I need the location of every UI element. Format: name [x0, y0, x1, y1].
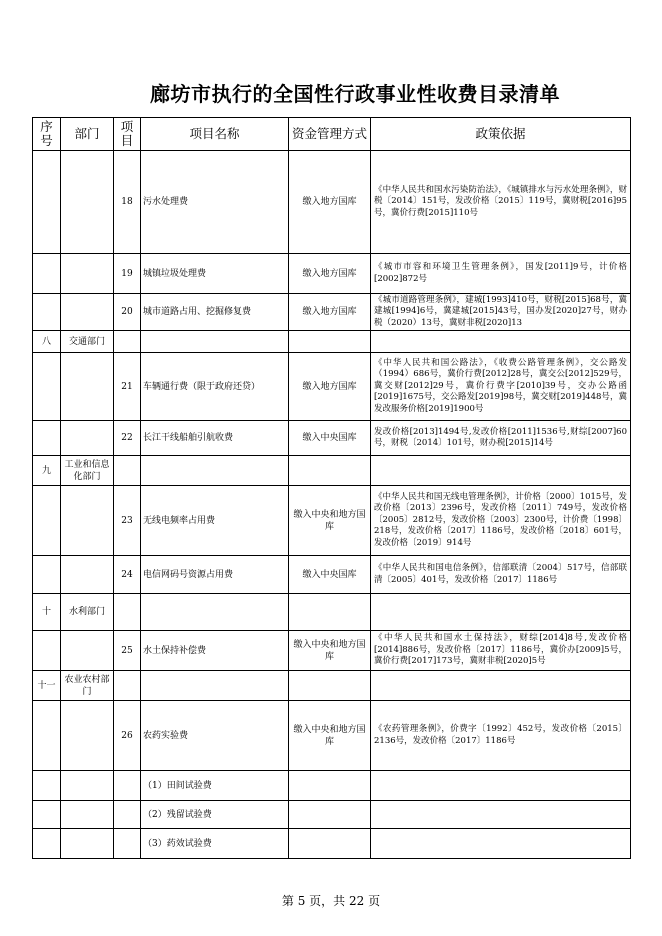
table-row: [33, 631, 631, 671]
cell-dept: [61, 631, 114, 671]
cell-item-name: 城市道路占用、挖掘修复费: [141, 294, 289, 331]
cell-item-name: （3）药效试验费: [141, 829, 289, 859]
header-item-name: 项目名称: [141, 118, 289, 151]
cell-item-name: 水土保持补偿费: [141, 631, 289, 671]
cell-policy: [371, 456, 631, 486]
table-row: [33, 771, 631, 801]
cell-item-name: 长江干线船舶引航收费: [141, 421, 289, 456]
table-row: [33, 353, 631, 421]
cell-dept: [61, 254, 114, 294]
cell-dept: [61, 151, 114, 254]
cell-policy: [371, 331, 631, 353]
cell-policy: 《中华人民共和国水土保持法》，财综[2014]8号,发改价格[2014]886号，发改价格〔2017〕1186号，冀价办[2009]5号，冀价行费[2017]173号，冀财非税[2020]5号: [371, 631, 631, 671]
cell-seq: [33, 631, 61, 671]
cell-item-no: [114, 456, 141, 486]
cell-item-no: 24: [114, 556, 141, 594]
cell-policy: 《中华人民共和国公路法》，《收费公路管理条例》，交公路发（1994）686号，冀价行费[2012]28号，冀交公[2012]529号，冀交财[2012]29号，冀价行费字[2010]39号，交办公路函[2019]1675号，交公路发[2019]98号，冀交财[2019]448号，冀发改服务价格[2019]1900号: [371, 353, 631, 421]
cell-item-name: 无线电频率占用费: [141, 486, 289, 556]
cell-item-no: [114, 829, 141, 859]
cell-seq: 十一: [33, 671, 61, 701]
cell-item-no: [114, 331, 141, 353]
table-header-row: [33, 118, 631, 151]
cell-dept: [61, 294, 114, 331]
cell-item-name: （1）田间试验费: [141, 771, 289, 801]
cell-fund: [289, 829, 371, 859]
cell-fund: [289, 456, 371, 486]
header-item-no: 项目: [114, 118, 141, 151]
cell-fund: 缴入中央国库: [289, 556, 371, 594]
cell-policy: 《中华人民共和国水污染防治法》，《城镇排水与污水处理条例》，财税〔2014〕151号，发改价格〔2015〕119号，冀财税[2016]95号，冀价行费[2015]110号: [371, 151, 631, 254]
cell-seq: [33, 254, 61, 294]
header-seq: 序号: [33, 118, 61, 151]
table-row: [33, 829, 631, 859]
cell-item-no: 23: [114, 486, 141, 556]
cell-seq: [33, 701, 61, 771]
cell-item-name: [141, 456, 289, 486]
cell-seq: [33, 486, 61, 556]
cell-item-no: 26: [114, 701, 141, 771]
table-row: [33, 421, 631, 456]
cell-policy: [371, 771, 631, 801]
cell-seq: [33, 151, 61, 254]
cell-item-name: （2）残留试验费: [141, 801, 289, 829]
cell-dept: [61, 701, 114, 771]
cell-dept: 农业农村部门: [61, 671, 114, 701]
cell-item-name: 城镇垃圾处理费: [141, 254, 289, 294]
header-policy: 政策依据: [371, 118, 631, 151]
table-row: [33, 151, 631, 254]
cell-seq: 十: [33, 594, 61, 631]
cell-seq: [33, 353, 61, 421]
cell-policy: 《城市道路管理条例》，建城[1993]410号，财税[2015]68号，冀建城[1994]6号，冀建城[2015]43号，国办发[2020]27号，财办税（2020）13号，冀财非税[2020]13: [371, 294, 631, 331]
cell-seq: [33, 829, 61, 859]
page-footer: 第 5 页，共 22 页: [281, 894, 381, 908]
table-row: [33, 594, 631, 631]
table-row: [33, 701, 631, 771]
cell-policy: [371, 829, 631, 859]
cell-dept: [61, 829, 114, 859]
cell-fund: 缴入地方国库: [289, 353, 371, 421]
cell-item-no: [114, 801, 141, 829]
cell-dept: [61, 556, 114, 594]
cell-item-no: 22: [114, 421, 141, 456]
cell-policy: 发改价格[2013]1494号,发改价格[2011]1536号,财综[2007]60号，财税〔2014〕101号，财办税[2015]14号: [371, 421, 631, 456]
cell-policy: [371, 671, 631, 701]
cell-item-no: 20: [114, 294, 141, 331]
cell-item-name: [141, 594, 289, 631]
cell-item-no: 19: [114, 254, 141, 294]
header-dept: 部门: [61, 118, 114, 151]
cell-dept: [61, 486, 114, 556]
cell-policy: 《城市市容和环境卫生管理条例》，国发[2011]9号，计价格[2002]872号: [371, 254, 631, 294]
page-title: 廊坊市执行的全国性行政事业性收费目录清单: [150, 82, 560, 106]
cell-policy: 《中华人民共和国电信条例》，信部联清〔2004〕517号，信部联清〔2005〕401号，发改价格〔2017〕1186号: [371, 556, 631, 594]
cell-fund: 缴入地方国库: [289, 151, 371, 254]
cell-dept: 工业和信息化部门: [61, 456, 114, 486]
cell-item-name: [141, 671, 289, 701]
fee-catalog-table: [32, 117, 631, 859]
header-fund: 资金管理方式: [289, 118, 371, 151]
cell-fund: 缴入地方国库: [289, 254, 371, 294]
cell-fund: 缴入中央和地方国库: [289, 631, 371, 671]
cell-fund: [289, 671, 371, 701]
cell-item-name: 电信网码号资源占用费: [141, 556, 289, 594]
cell-seq: [33, 556, 61, 594]
cell-dept: [61, 421, 114, 456]
cell-policy: [371, 594, 631, 631]
cell-seq: 八: [33, 331, 61, 353]
cell-policy: 《农药管理条例》，价费字〔1992〕452号，发改价格〔2015〕2136号，发改价格〔2017〕1186号: [371, 701, 631, 771]
table-row: [33, 556, 631, 594]
cell-seq: [33, 294, 61, 331]
cell-policy: [371, 801, 631, 829]
cell-fund: 缴入中央和地方国库: [289, 701, 371, 771]
table-row: [33, 671, 631, 701]
cell-dept: [61, 801, 114, 829]
cell-item-no: [114, 594, 141, 631]
cell-fund: [289, 801, 371, 829]
table-row: [33, 254, 631, 294]
cell-dept: 交通部门: [61, 331, 114, 353]
table-row: [33, 801, 631, 829]
cell-item-no: 25: [114, 631, 141, 671]
cell-seq: [33, 801, 61, 829]
cell-item-name: 车辆通行费（限于政府还贷）: [141, 353, 289, 421]
cell-dept: 水利部门: [61, 594, 114, 631]
cell-fund: 缴入地方国库: [289, 294, 371, 331]
cell-dept: [61, 353, 114, 421]
cell-seq: [33, 771, 61, 801]
table-row: [33, 456, 631, 486]
cell-dept: [61, 771, 114, 801]
table-row: [33, 294, 631, 331]
cell-seq: [33, 421, 61, 456]
cell-policy: 《中华人民共和国无线电管理条例》，计价格〔2000〕1015号，发改价格〔2013〕2396号，发改价格〔2011〕749号，发改价格〔2005〕2812号，发改价格〔2003〕2300号，计价费〔1998〕218号，发改价格〔2017〕1186号，发改价格〔2018〕601号，发改价格〔2019〕914号: [371, 486, 631, 556]
cell-fund: 缴入中央和地方国库: [289, 486, 371, 556]
cell-item-no: [114, 771, 141, 801]
table-row: [33, 331, 631, 353]
cell-fund: [289, 594, 371, 631]
cell-seq: 九: [33, 456, 61, 486]
cell-item-no: 21: [114, 353, 141, 421]
cell-item-name: 农药实验费: [141, 701, 289, 771]
cell-item-no: [114, 671, 141, 701]
cell-item-name: 污水处理费: [141, 151, 289, 254]
cell-fund: 缴入中央国库: [289, 421, 371, 456]
cell-fund: [289, 771, 371, 801]
cell-fund: [289, 331, 371, 353]
table-row: [33, 486, 631, 556]
cell-item-no: 18: [114, 151, 141, 254]
cell-item-name: [141, 331, 289, 353]
